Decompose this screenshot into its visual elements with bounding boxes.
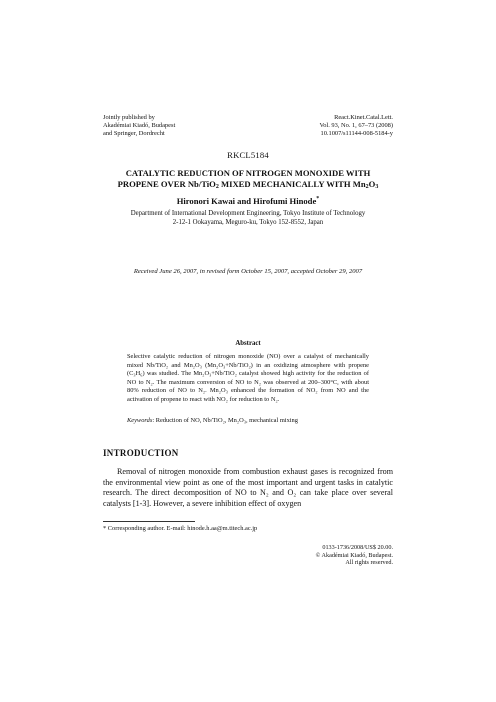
keywords xyxy=(127,417,369,424)
keywords-label: Keywords xyxy=(127,417,153,424)
publisher-line: Akadémiai Kiadó, Budapest xyxy=(103,122,176,130)
publisher-line: Jointly published by xyxy=(103,114,155,121)
title-line-1: CATALYTIC REDUCTION OF NITROGEN MONOXIDE WITH xyxy=(125,168,371,178)
footnote-divider xyxy=(103,521,195,522)
journal-ref-line: Vol. 93, No. 1, 67–73 (2008) xyxy=(319,122,393,130)
received-dates: Received June 26, 2007, in revised form October 15, 2007, accepted October 29, 2007 xyxy=(133,268,363,275)
affiliation-line: 2-12-1 Ookayama, Meguro-ku, Tokyo 152-8552, Japan xyxy=(172,219,324,226)
abstract-text: Selective catalytic reduction of nitrogen monoxide (NO) over a catalyst of mechanically mixed Nb/TiO₂ and Mn₂O₃ (Mn₂O₃+Nb/TiO₂) in an oxidizing atmosphere with propene (C₃H₆) was studied. The Mn₂O₃+Nb/TiO₂ catalyst showed high activity for the reduction of NO to N₂. The maximum conversion of NO to N₂ was observed at 200–300°C, with about 80% reduction of NO to N₂. Mn₂O₃ enhanced the formation of NO₂ from NO and the activation of propene to react with NO₂ for reduction to N₂. xyxy=(127,353,369,403)
copyright-line: All rights reserved. xyxy=(345,559,393,567)
introduction-text: Removal of nitrogen monoxide from combustion exhaust gases is recognized from the environmental view point as one of the most important and urgent tasks in catalytic research. The direct decomposition of NO to N₂ and O₂ can take place over several catalysts [1-3]. However, a severe inhibition effect of oxygen xyxy=(103,467,393,508)
copyright-block xyxy=(213,544,393,567)
affiliation-line: Department of International Development Engineering, Tokyo Institute of Technology xyxy=(130,210,366,217)
journal-ref-block xyxy=(213,114,393,139)
footnote: * Corresponding author. E-mail: hinode.h.aa@m.titech.ac.jp xyxy=(103,525,258,532)
title-line-2: PROPENE OVER Nb/TiO$_2$ MIXED MECHANICALLY WITH $Mn_2O_3$ xyxy=(117,179,379,190)
author-names: Hironori Kawai and Hirofumi Hinode xyxy=(176,196,317,206)
keywords-list: : Reduction of NO, Nb/TiO₂, Mn₂O₃, mechanical mixing xyxy=(152,417,298,424)
paper-title xyxy=(80,168,416,190)
article-code: RKCL5184 xyxy=(227,150,269,160)
journal-ref-line: React.Kinet.Catal.Lett. xyxy=(334,114,393,121)
copyright-line: © Akadémiai Kiadó, Budapest. xyxy=(315,551,393,559)
copyright-line: 0133-1736/2008/US$ 20.00. xyxy=(322,544,393,551)
journal-ref-line: 10.1007/s11144-008-5184-y xyxy=(320,130,393,138)
corresponding-mark: * xyxy=(316,196,320,203)
affiliation xyxy=(0,209,496,227)
authors xyxy=(0,196,496,206)
section-heading-introduction: INTRODUCTION xyxy=(103,448,179,458)
publisher-line: and Springer, Dordrecht xyxy=(103,130,165,138)
abstract-heading: Abstract xyxy=(235,340,261,347)
